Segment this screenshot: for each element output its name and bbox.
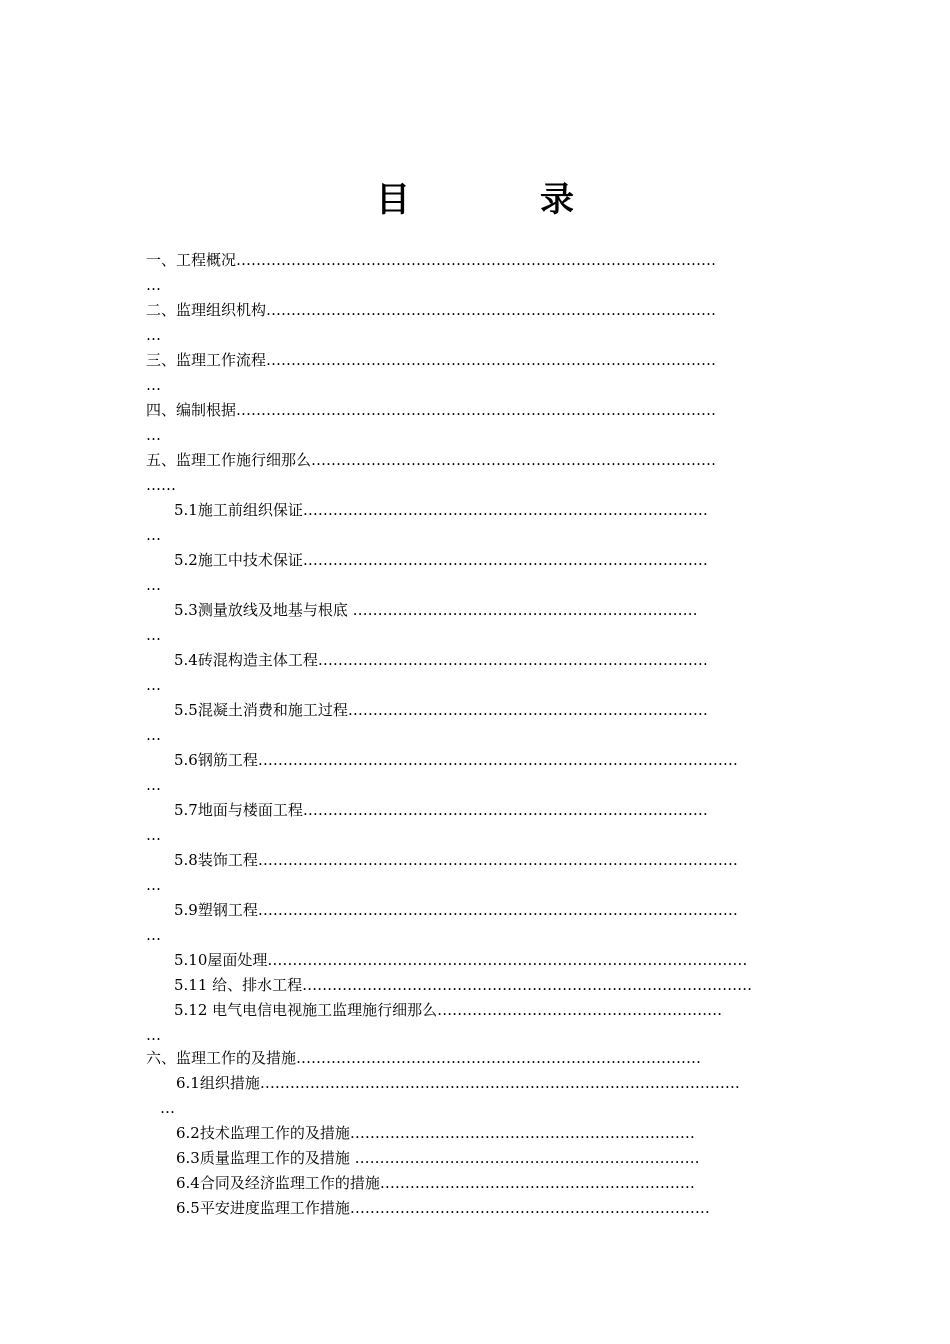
toc-entry-5-12[interactable]	[174, 1000, 806, 1020]
toc-entry-5-5-continuation: …	[146, 726, 161, 744]
toc-entry-5-7[interactable]	[174, 800, 806, 820]
toc-entry-5-11[interactable]	[174, 975, 806, 995]
toc-leader-dots: ……………………………………………………………………………………	[257, 901, 738, 919]
toc-leader-dots: …………………………………………………	[437, 1001, 723, 1019]
toc-entry-5-8-continuation: …	[146, 876, 161, 894]
toc-entry-text: 6.2技术监理工作的及措施	[176, 1124, 350, 1142]
toc-entry-text: 三、监理工作流程	[146, 351, 267, 369]
toc-entry-6-3[interactable]	[176, 1148, 786, 1168]
toc-entry-text: 一、工程概况	[146, 251, 237, 269]
toc-entry-5-3-continuation: …	[146, 626, 161, 644]
toc-entry-5[interactable]	[146, 450, 806, 470]
toc-entry-5-8[interactable]	[174, 850, 806, 870]
toc-entry-5-2[interactable]	[174, 550, 806, 570]
toc-leader-dots: ……………………………………………………………………………………	[236, 251, 717, 269]
toc-entry-text: 5.4砖混构造主体工程	[174, 651, 318, 669]
toc-leader-dots: ………………………………………………………………………………	[266, 351, 717, 369]
toc-entry-text: 5.10屋面处理	[174, 951, 268, 969]
toc-entry-2[interactable]	[146, 300, 806, 320]
toc-entry-6-5[interactable]	[176, 1198, 806, 1218]
toc-entry-5-continuation: ……	[146, 476, 176, 494]
toc-leader-dots: ……………………………………………………………………………………	[259, 1074, 740, 1092]
toc-entry-5-9[interactable]	[174, 900, 806, 920]
toc-entry-6[interactable]	[146, 1048, 786, 1068]
toc-entry-5-9-continuation: …	[146, 926, 161, 944]
toc-entry-text: 5.5混凝土消费和施工过程	[174, 701, 348, 719]
toc-leader-dots: ………………………………………………………………………	[311, 451, 717, 469]
toc-entry-5-1-continuation: …	[146, 526, 161, 544]
toc-entry-6-2[interactable]	[176, 1123, 778, 1143]
toc-entry-1-continuation: …	[146, 276, 161, 294]
toc-leader-dots: ……………………………………………………………	[352, 601, 698, 619]
toc-entry-5-4-continuation: …	[146, 676, 161, 694]
toc-leader-dots: ………………………………………………………………………	[302, 551, 708, 569]
toc-entry-text: 5.3测量放线及地基与根底	[174, 601, 353, 619]
toc-leader-dots: ……………………………………………………………	[354, 1149, 700, 1167]
toc-leader-dots: ………………………………………………………	[379, 1174, 695, 1192]
toc-entry-4-continuation: …	[146, 426, 161, 444]
toc-leader-dots: ……………………………………………………………………………………	[236, 401, 717, 419]
toc-entry-5-6[interactable]	[174, 750, 806, 770]
toc-entry-text: 5.9塑钢工程	[174, 901, 258, 919]
toc-entry-text: 6.4合同及经济监理工作的措施	[176, 1174, 380, 1192]
toc-entry-text: 六、监理工作的及措施	[146, 1049, 297, 1067]
toc-leader-dots: ……………………………………………………………	[349, 1124, 695, 1142]
toc-entry-text: 二、监理组织机构	[146, 301, 267, 319]
toc-entry-3[interactable]	[146, 350, 806, 370]
toc-entry-6-1-continuation: …	[160, 1099, 175, 1117]
toc-entry-text: 五、监理工作施行细那么	[146, 451, 312, 469]
toc-entry-text: 5.7地面与楼面工程	[174, 801, 303, 819]
toc-entry-text: 5.8装饰工程	[174, 851, 258, 869]
toc-entry-2-continuation: …	[146, 326, 161, 344]
toc-entry-text: 四、编制根据	[146, 401, 237, 419]
page-title: 目 录	[376, 180, 622, 220]
toc-entry-text: 6.5平安进度监理工作措施	[176, 1199, 350, 1217]
toc-entry-5-5[interactable]	[174, 700, 806, 720]
toc-leader-dots: ……………………………………………………………………	[317, 651, 708, 669]
toc-entry-3-continuation: …	[146, 376, 161, 394]
toc-entry-5-3[interactable]	[174, 600, 806, 620]
toc-entry-5-12-continuation: …	[146, 1026, 161, 1044]
toc-entry-text: 5.11 给、排水工程	[174, 976, 303, 994]
toc-entry-4[interactable]	[146, 400, 806, 420]
toc-leader-dots: ………………………………………………………………………	[296, 1049, 702, 1067]
toc-entry-text: 5.2施工中技术保证	[174, 551, 303, 569]
toc-leader-dots: ………………………………………………………………	[349, 1199, 710, 1217]
toc-leader-dots: ……………………………………………………………………………………	[267, 951, 748, 969]
toc-entry-text: 6.1组织措施	[176, 1074, 260, 1092]
toc-entry-text: 5.1施工前组织保证	[174, 501, 303, 519]
toc-leader-dots: ………………………………………………………………	[347, 701, 708, 719]
toc-leader-dots: ………………………………………………………………………………	[266, 301, 717, 319]
toc-entry-5-1[interactable]	[174, 500, 806, 520]
toc-entry-text: 5.6钢筋工程	[174, 751, 258, 769]
toc-entry-5-10[interactable]	[174, 950, 802, 970]
toc-entry-6-4[interactable]	[176, 1173, 776, 1193]
toc-entry-text: 5.12 电气电信电视施工监理施行细那么	[174, 1001, 438, 1019]
toc-entry-5-7-continuation: …	[146, 826, 161, 844]
toc-entry-5-2-continuation: …	[146, 576, 161, 594]
toc-leader-dots: ……………………………………………………………………………………	[257, 851, 738, 869]
toc-entry-5-6-continuation: …	[146, 776, 161, 794]
toc-leader-dots: ………………………………………………………………………………	[302, 976, 753, 994]
toc-entry-5-4[interactable]	[174, 650, 806, 670]
toc-leader-dots: ………………………………………………………………………	[302, 501, 708, 519]
toc-entry-1[interactable]	[146, 250, 806, 270]
toc-leader-dots: ……………………………………………………………………………………	[257, 751, 738, 769]
toc-entry-text: 6.3质量监理工作的及措施	[176, 1149, 355, 1167]
toc-leader-dots: ………………………………………………………………………	[302, 801, 708, 819]
toc-entry-6-1[interactable]	[176, 1073, 806, 1093]
